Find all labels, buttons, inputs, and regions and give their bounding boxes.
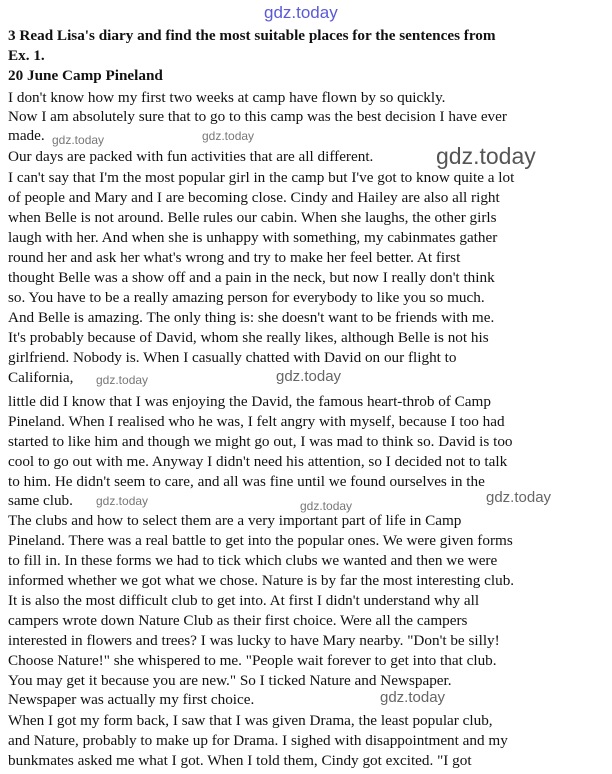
diary-line: I don't know how my first two weeks at camp have flown by so quickly. bbox=[8, 89, 446, 106]
exercise-reference: Ex. 1. bbox=[8, 47, 45, 64]
diary-line: And Belle is amazing. The only thing is: she doesn't want to be friends with me. bbox=[8, 309, 495, 326]
diary-line: Pineland. There was a real battle to get into the popular ones. We were given forms bbox=[8, 532, 513, 549]
diary-line: You may get it because you are new." So I ticked Nature and Newspaper. bbox=[8, 672, 452, 689]
diary-line: When I got my form back, I saw that I was given Drama, the least popular club, bbox=[8, 712, 493, 729]
diary-line: made. bbox=[8, 127, 45, 144]
diary-line: so. You have to be a really amazing person for everybody to like you so much. bbox=[8, 289, 485, 306]
diary-line: Pineland. When I realised who he was, I felt angry with myself, because I too had bbox=[8, 413, 505, 430]
diary-line: Now I am absolutely sure that to go to this camp was the best decision I have ever bbox=[8, 108, 507, 125]
diary-line: when Belle is not around. Belle rules our cabin. When she laughs, the other girls bbox=[8, 209, 497, 226]
diary-line: Choose Nature!" she whispered to me. "People wait forever to get into that club. bbox=[8, 652, 497, 669]
diary-line: campers wrote down Nature Club as their first choice. Were all the campers bbox=[8, 612, 468, 629]
watermark: gdz.today bbox=[276, 368, 342, 385]
diary-line: bunkmates asked me what I got. When I told them, Cindy got excited. "I got bbox=[8, 752, 472, 769]
diary-line: The clubs and how to select them are a very important part of life in Camp bbox=[8, 512, 462, 529]
diary-line: started to like him and though we might go out, I was mad to think so. David is too bbox=[8, 433, 513, 450]
diary-line: of people and Mary and I are becoming close. Cindy and Hailey are also all right bbox=[8, 189, 500, 206]
diary-line: to fill in. In these forms we had to tick which clubs we wanted and then we were bbox=[8, 552, 498, 569]
watermark-top: gdz.today bbox=[264, 3, 338, 22]
diary-line: girlfriend. Nobody is. When I casually chatted with David on our flight to bbox=[8, 349, 457, 366]
watermark: gdz.today bbox=[300, 499, 353, 513]
watermark: gdz.today bbox=[52, 133, 105, 147]
watermark: gdz.today bbox=[380, 689, 446, 706]
watermark: gdz.today bbox=[96, 373, 149, 387]
diary-line: to him. He didn't seem to care, and all was fine until we found ourselves in the bbox=[8, 473, 485, 490]
watermark: gdz.today bbox=[202, 129, 255, 143]
exercise-instruction: 3 Read Lisa's diary and find the most suitable places for the sentences from bbox=[8, 27, 496, 44]
watermark: gdz.today bbox=[486, 489, 552, 506]
diary-line: laugh with her. And when she is unhappy with something, my cabinmates gather bbox=[8, 229, 498, 246]
diary-line: informed whether we got what we chose. Nature is by far the most interesting club. bbox=[8, 572, 515, 589]
diary-line: and Nature, probably to make up for Drama. I sighed with disappointment and my bbox=[8, 732, 508, 749]
watermark: gdz.today bbox=[96, 494, 149, 508]
diary-line: round her and ask her what's wrong and try to make her feel better. At first bbox=[8, 249, 461, 266]
diary-line: It is also the most difficult club to get into. At first I didn't understand why all bbox=[8, 592, 480, 609]
diary-line: thought Belle was a show off and a pain in the neck, but now I really don't think bbox=[8, 269, 495, 286]
diary-line: same club. bbox=[8, 492, 73, 509]
diary-line: little did I know that I was enjoying the David, the famous heart-throb of Camp bbox=[8, 393, 491, 410]
diary-line: It's probably because of David, whom she really likes, although Belle is not his bbox=[8, 329, 489, 346]
diary-line: I can't say that I'm the most popular girl in the camp but I've got to know quite a lot bbox=[8, 169, 515, 186]
diary-date-heading: 20 June Camp Pineland bbox=[8, 67, 163, 84]
diary-line: cool to go out with me. Anyway I didn't need his attention, so I decided not to talk bbox=[8, 453, 508, 470]
watermark: gdz.today bbox=[436, 143, 536, 169]
diary-line: California, bbox=[8, 369, 74, 386]
diary-line: interested in flowers and trees? I was lucky to have Mary nearby. "Don't be silly! bbox=[8, 632, 500, 649]
diary-line: Our days are packed with fun activities that are all different. bbox=[8, 148, 374, 165]
diary-line: Newspaper was actually my first choice. bbox=[8, 691, 255, 708]
